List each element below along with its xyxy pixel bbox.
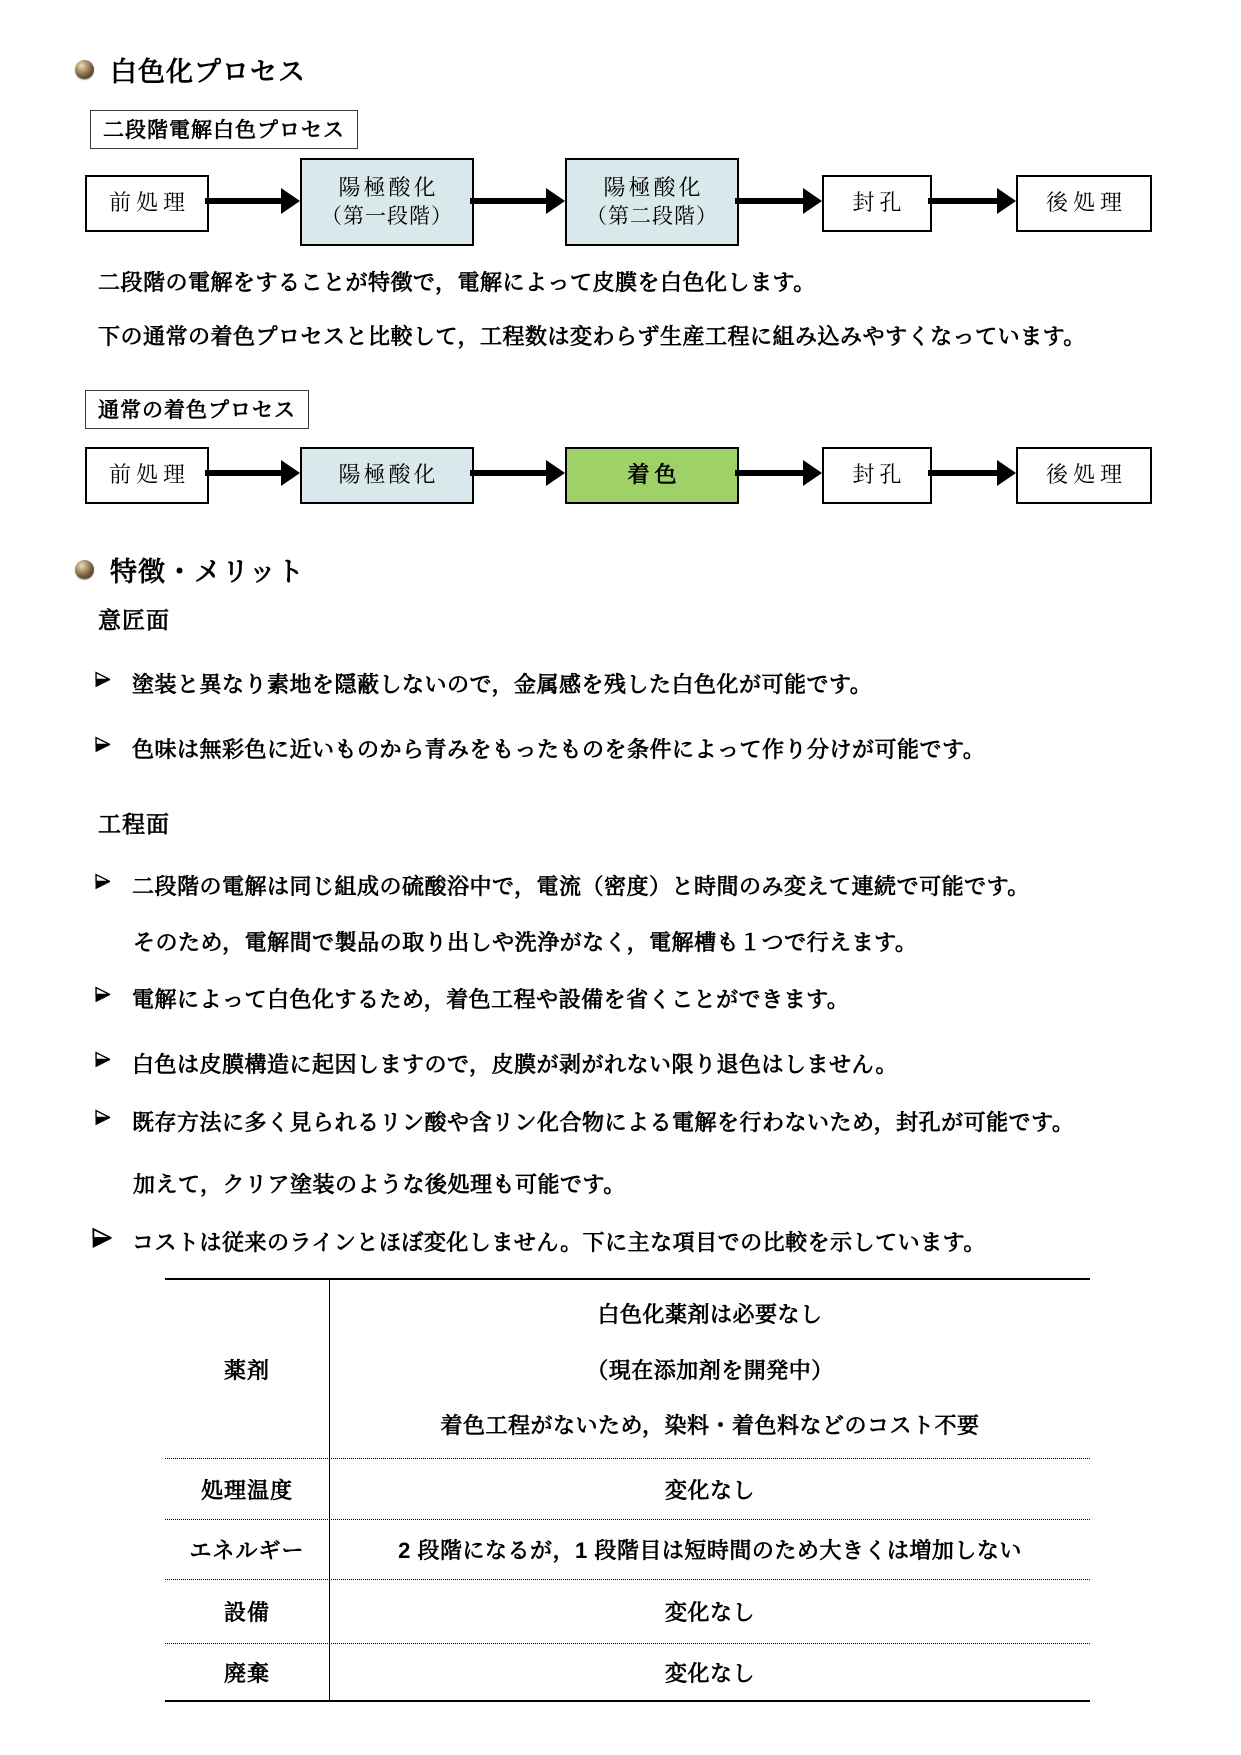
flow-arrow-icon: [205, 188, 300, 214]
flow1-step-label: 陽極酸化: [603, 175, 704, 201]
flow-arrow-icon: [470, 460, 565, 486]
design-bullet-item: [95, 668, 872, 699]
flow2-label: 通常の着色プロセス: [85, 390, 309, 429]
arrow-head: [803, 460, 822, 486]
bullet-text: 既存方法に多く見られるリン酸や含リン化合物による電解を行わないため，封孔が可能です。: [132, 1110, 1075, 1135]
arrowhead-marker-icon: [95, 1051, 112, 1068]
table-row-label: 薬剤: [165, 1280, 330, 1458]
flow2-step-coloring: [565, 447, 739, 504]
process-bullet-item: [95, 1106, 1074, 1137]
arrow-head: [997, 460, 1016, 486]
section-title: 特徴・メリット: [110, 557, 305, 587]
table-row: [165, 1458, 1090, 1519]
arrowhead-marker-icon: [95, 671, 112, 688]
flow1-step-anodizing-1: [300, 158, 474, 246]
flow2-step-posttreatment: [1016, 447, 1152, 504]
flow1-step-label: 封孔: [852, 190, 907, 216]
cost-bullet-item: [92, 1226, 986, 1257]
flow2-step-sealing: [822, 447, 932, 504]
paragraph-feature: 二段階の電解をすることが特徴で，電解によって皮膜を白色化します。: [98, 270, 816, 295]
flow-arrow-icon: [205, 460, 300, 486]
table-row-content: [330, 1280, 1090, 1458]
table-cell-line: 変化なし: [664, 1600, 755, 1625]
table-cell-line: 変化なし: [664, 1660, 755, 1686]
flow1-step-label: 前処理: [108, 190, 190, 216]
table-row: [165, 1519, 1090, 1579]
arrow-head: [546, 460, 565, 486]
flow-arrow-icon: [928, 188, 1016, 214]
arrow-shaft: [928, 198, 999, 204]
bullet-text: 色味は無彩色に近いものから青みをもったものを条件によって作り分けが可能です。: [132, 737, 986, 762]
arrow-shaft: [205, 470, 283, 476]
arrowhead-marker-icon: [95, 986, 112, 1003]
table-row: [165, 1280, 1090, 1458]
bullet-text: 二段階の電解は同じ組成の硫酸浴中で，電流（密度）と時間のみ変えて連続で可能です。: [132, 874, 1030, 899]
process-bullet-item: [95, 983, 849, 1014]
subheading-design: 意匠面: [98, 607, 170, 633]
table-cell-line: 白色化薬剤は必要なし: [597, 1302, 823, 1327]
table-row-label: エネルギー: [165, 1520, 330, 1579]
process-bullet-item: [95, 1048, 898, 1079]
bullet-text: 塗装と異なり素地を隠蔽しないので，金属感を残した白色化が可能です。: [132, 672, 873, 697]
arrow-shaft: [205, 198, 283, 204]
table-row: [165, 1643, 1090, 1700]
arrow-head: [281, 188, 300, 214]
arrow-shaft: [470, 470, 548, 476]
arrow-shaft: [735, 198, 805, 204]
process-continuation-line: 加えて，クリア塗装のような後処理も可能です。: [133, 1172, 626, 1197]
table-row: [165, 1579, 1090, 1643]
arrowhead-marker-icon: [92, 1227, 114, 1249]
design-bullet-item: [95, 733, 985, 764]
arrowhead-marker-icon: [95, 1109, 112, 1126]
bullet-text: コストは従来のラインとほぼ変化しません。下に主な項目での比較を示しています。: [132, 1230, 986, 1255]
arrow-head: [803, 188, 822, 214]
flow1-step-label: 後処理: [1045, 190, 1127, 216]
bullet-text: 白色は皮膜構造に起因しますので，皮膜が剥がれない限り退色はしません。: [132, 1052, 898, 1077]
flow1-step-sublabel: （第一段階）: [321, 204, 453, 228]
table-row-content: [330, 1520, 1090, 1579]
sphere-bullet-icon: [75, 60, 94, 79]
sphere-bullet-icon: [75, 560, 94, 579]
process-continuation-line: そのため，電解間で製品の取り出しや洗浄がなく，電解槽も１つで行えます。: [133, 930, 918, 955]
flow2-step-label: 封孔: [852, 462, 907, 488]
bullet-text: 電解によって白色化するため，着色工程や設備を省くことができます。: [132, 987, 850, 1012]
arrowhead-marker-icon: [95, 873, 112, 890]
flow1-label: 二段階電解白色プロセス: [90, 110, 358, 149]
table-row-label: 処理温度: [165, 1459, 330, 1519]
arrow-shaft: [928, 470, 999, 476]
table-row-content: [330, 1459, 1090, 1519]
flow2-step-label: 後処理: [1045, 462, 1127, 488]
page-title: 白色化プロセス: [110, 57, 306, 87]
flow-arrow-icon: [735, 188, 822, 214]
arrowhead-marker-icon: [95, 736, 112, 753]
flow1-step-posttreatment: [1016, 175, 1152, 232]
flow-arrow-icon: [928, 460, 1016, 486]
arrow-shaft: [735, 470, 805, 476]
flow1-step-sealing: [822, 175, 932, 232]
table-row-content: [330, 1580, 1090, 1643]
cost-comparison-table: [165, 1278, 1090, 1702]
table-cell-line: （現在添加剤を開発中）: [586, 1357, 834, 1383]
table-cell-line: 着色工程がないため，染料・着色料などのコスト不要: [440, 1413, 980, 1438]
flow1-step-anodizing-2: [565, 158, 739, 246]
flow-arrow-icon: [735, 460, 822, 486]
table-row-content: [330, 1644, 1090, 1700]
arrow-head: [546, 188, 565, 214]
arrow-head: [281, 460, 300, 486]
table-cell-line: 2 段階になるが，1 段階目は短時間のため大きくは増加しない: [398, 1538, 1022, 1563]
paragraph-comparison: 下の通常の着色プロセスと比較して，工程数は変わらず生産工程に組み込みやすくなっています。: [98, 324, 1086, 349]
flow2-step-label: 陽極酸化: [338, 462, 439, 488]
table-cell-line: 変化なし: [664, 1477, 755, 1503]
flow1-step-label: 陽極酸化: [338, 175, 439, 201]
arrow-shaft: [470, 198, 548, 204]
subheading-process: 工程面: [98, 811, 170, 837]
flow1-step-pretreatment: [85, 175, 209, 232]
section-heading-whitening-process: [75, 50, 306, 89]
flow2-step-anodizing: [300, 447, 474, 504]
flow2-step-label: 前処理: [108, 462, 190, 488]
section-heading-features-merits: [75, 550, 305, 589]
flow-arrow-icon: [470, 188, 565, 214]
table-row-label: 廃棄: [165, 1644, 330, 1700]
arrow-head: [997, 188, 1016, 214]
process-bullet-item: [95, 870, 1030, 901]
table-row-label: 設備: [165, 1580, 330, 1643]
flow2-step-label: 着色: [627, 462, 682, 488]
flow1-step-sublabel: （第二段階）: [586, 204, 718, 228]
flow2-step-pretreatment: [85, 447, 209, 504]
